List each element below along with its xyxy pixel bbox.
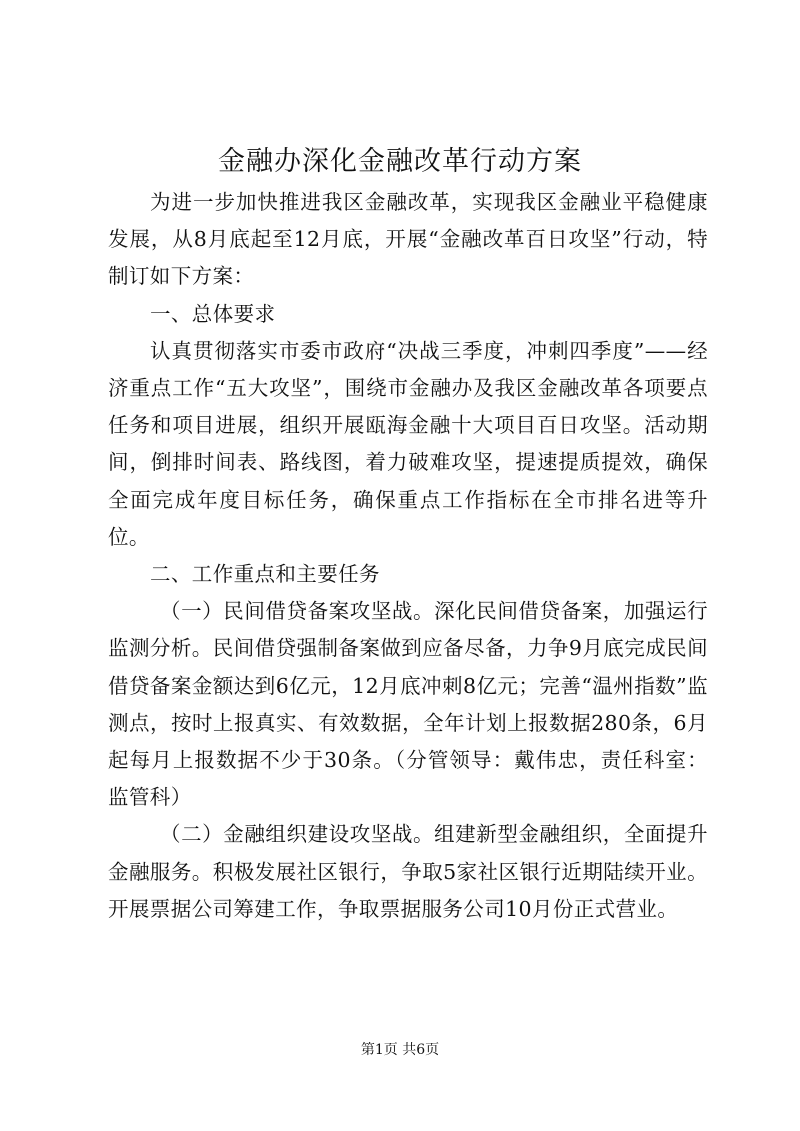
paragraph-task-private-lending: （一）民间借贷备案攻坚战。深化民间借贷备案，加强运行监测分析。民间借贷强制备案做到应备尽备，力争9月底完成民间借贷备案金额达到6亿元，12月底冲刺8亿元；完善“温州指数”监测点，按时上报真实、有效数据，全年计划上报数据280条，6月起每月上报数据不少于30条。（分管领导：戴伟忠，责任科室：监管科） <box>108 599 708 810</box>
document-body <box>108 184 708 928</box>
page-number-footer: 第1页 共6页 <box>360 1042 440 1058</box>
paragraph-general-requirements: 认真贯彻落实市委市政府“决战三季度，冲刺四季度”——经济重点工作“五大攻坚”，围绕市金融办及我区金融改革各项要点任务和项目进展，组织开展瓯海金融十大项目百日攻坚。活动期间，倒排时间表、路线图，着力破难攻坚，提速提质提效，确保全面完成年度目标任务，确保重点工作指标在全市排名进等升位。 <box>108 338 708 549</box>
paragraph-intro: 为进一步加快推进我区金融改革，实现我区金融业平稳健康发展，从8月底起至12月底，开展“金融改革百日攻坚”行动，特制订如下方案： <box>108 190 708 289</box>
paragraph-task-financial-organization: （二）金融组织建设攻坚战。组建新型金融组织，全面提升金融服务。积极发展社区银行，争取5家社区银行近期陆续开业。开展票据公司筹建工作，争取票据服务公司10月份正式营业。 <box>108 822 708 921</box>
section-heading-general-requirements: 一、总体要求 <box>150 301 276 326</box>
page-title: 金融办深化金融改革行动方案 <box>218 146 582 177</box>
section-heading-key-tasks: 二、工作重点和主要任务 <box>150 562 380 587</box>
